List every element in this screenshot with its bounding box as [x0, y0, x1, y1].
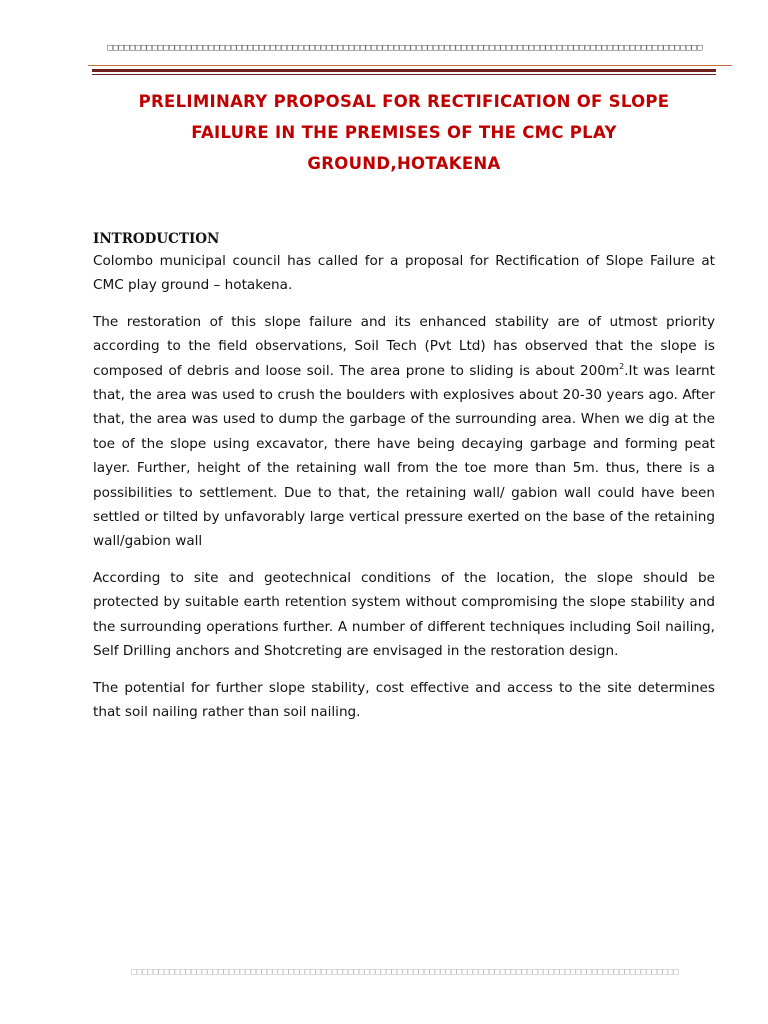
header-placeholder-glyphs: □□□□□□□□□□□□□□□□□□□□□□□□□□□□□□□□□□□□□□□□□□□□□□□□□□□□□□□□□□□□□□□□□□□□□□□□□□□□□□□□□□□□□□□□□□□□□□□□□□□□□□□□□□ [107, 43, 703, 53]
header-rule-orange [88, 65, 732, 66]
section-heading-introduction: INTRODUCTION [93, 231, 220, 247]
document-title [92, 86, 716, 179]
paragraph-2-text-b: .It was learnt that, the area was used to crush the boulders with explosives about 20-30 years ago. After that, the area was used to dump the garbage of the surrounding area. When we dig at the toe of the slope using excavator, there have being decaying garbage and forming peat layer. Further, height of the retaining wall from the toe more than 5m. thus, there is a possibilities to settlement. Due to that, the retaining wall/ gabion wall could have been settled or tilted by unfavorably large vertical pressure exerted on the base of the retaining wall/gabion wall [93, 362, 715, 550]
paragraph-2 [93, 310, 715, 554]
paragraph-1: Colombo municipal council has called for a proposal for Rectification of Slope Failure at CMC play ground – hotakena. [93, 253, 715, 294]
header-rule-thick [92, 69, 716, 72]
paragraph-4: The potential for further slope stability, cost effective and access to the site determines that soil nailing rather than soil nailing. [93, 679, 715, 720]
footer-placeholder-glyphs: □□□□□□□□□□□□□□□□□□□□□□□□□□□□□□□□□□□□□□□□□□□□□□□□□□□□□□□□□□□□□□□□□□□□□□□□□□□□□□□□□□□□□□□□□□□□□□□□□□□□□ [131, 967, 679, 977]
document-body [93, 229, 715, 736]
paragraph-2-text-a: The restoration of this slope failure and its enhanced stability are of utmost priority according to the field observations, Soil Tech (Pvt Ltd) has observed that the slope is composed of debris and loose soil. The area prone to sliding is about 200m [93, 313, 715, 379]
title-line-2: FAILURE IN THE PREMISES OF THE CMC PLAY [191, 123, 617, 142]
superscript-2: 2 [619, 361, 625, 371]
paragraph-3: According to site and geotechnical conditions of the location, the slope should be protected by suitable earth retention system without compromising the slope stability and the surrounding operations further. A number of different techniques including Soil nailing, Self Drilling anchors and Shotcreting are envisaged in the restoration design. [93, 569, 715, 660]
header-rule-thin [92, 74, 716, 75]
title-line-1: PRELIMINARY PROPOSAL FOR RECTIFICATION OF SLOPE [138, 92, 670, 111]
title-line-3: GROUND,HOTAKENA [307, 154, 501, 173]
